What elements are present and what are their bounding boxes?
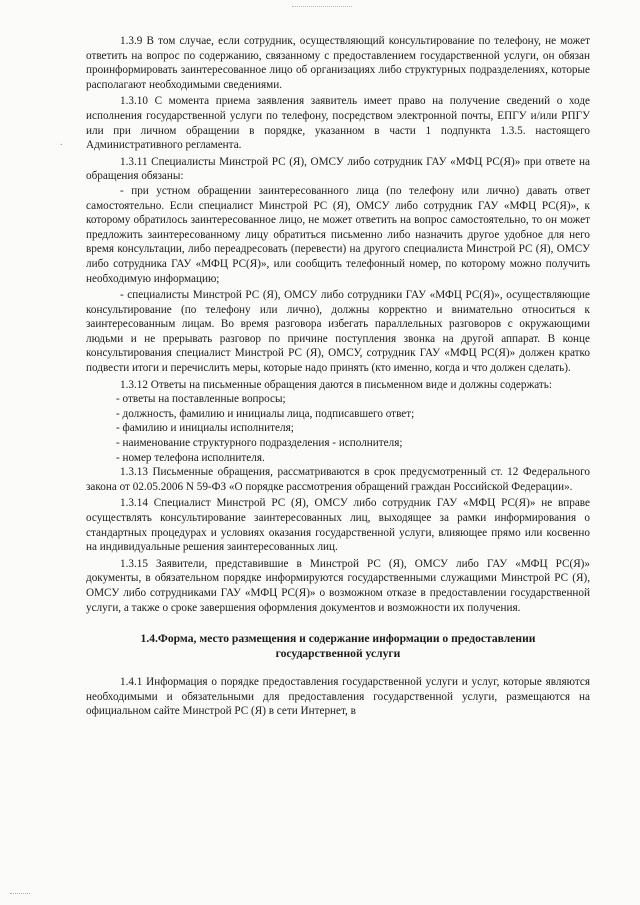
paragraph-1-3-15: 1.3.15 Заявители, представившие в Минстрой РС (Я), ОМСУ либо ГАУ «МФЦ РС(Я)» документы, в обязательном порядке информируются государственными служащими Минстрой РС (Я), ОМСУ либо сотрудниками ГАУ «МФЦ РС(Я)» о возможном отказе в предоставлении государственной услуги, а также о сроке завершения оформления документов и возможности их получения. (86, 557, 590, 614)
scan-artifact (292, 6, 352, 9)
response-requirements-list (86, 392, 590, 465)
list-item: - ответы на поставленные вопросы; (116, 393, 286, 406)
paragraph-1-3-12: 1.3.12 Ответы на письменные обращения даются в письменном виде и должны содержать: (120, 378, 553, 391)
paragraph-1-3-11-oral: - при устном обращении заинтересованного лица (по телефону или лично) давать ответ самостоятельно. Если специалист Минстрой РС (Я), ОМСУ либо сотрудник ГАУ «МФЦ РС(Я)», к которому обратилось заинтересованное лицо, не может ответить на вопрос самостоятельно, то он может предложить заинтересованному лицу обратиться письменно либо назначить другое удобное для него время консультации, либо переадресовать (перевести) на другого специалиста Минстрой РС (Я), ОМСУ либо сотрудника ГАУ «МФЦ РС(Я)», или сообщить телефонный номер, по которому можно получить необходимую информацию; (86, 184, 590, 285)
paragraph-1-3-11-specialists: - специалисты Минстрой РС (Я), ОМСУ либо сотрудники ГАУ «МФЦ РС(Я)», осуществляющие консультирование (по телефону или лично), должны корректно и внимательно относиться к заинтересованным лицам. Во время разговора избегать параллельных разговоров с окружающими людьми и не прерывать разговор по причине поступления звонка на другой аппарат. В конце консультирования специалист Минстрой РС (Я), ОМСУ, сотрудник ГАУ «МФЦ РС(Я)» должен кратко подвести итоги и перечислить меры, которые надо принять (кто именно, когда и что должен сделать). (86, 289, 590, 375)
paragraph-1-3-13: 1.3.13 Письменные обращения, рассматриваются в срок предусмотренный ст. 12 Федерального закона от 02.05.2006 N 59-ФЗ «О порядке рассмотрения обращений граждан Российской Федерации». (86, 466, 590, 493)
list-item: - фамилию и инициалы исполнителя; (116, 422, 294, 435)
list-item: - номер телефона исполнителя. (116, 451, 265, 464)
section-heading-1-4: 1.4.Форма, место размещения и содержание информации о предоставлении государственной услуги (140, 632, 536, 661)
list-item: - наименование структурного подразделения - исполнителя; (116, 437, 403, 450)
paragraph-1-3-9: 1.3.9 В том случае, если сотрудник, осуществляющий консультирование по телефону, не может ответить на вопрос по содержанию, связанному с предоставлением государственной услуги, он обязан проинформировать заинтересованное лицо об организациях либо структурных подразделениях, которые располагают необходимыми сведениями. (86, 35, 590, 91)
paragraph-1-3-11: 1.3.11 Специалисты Минстрой РС (Я), ОМСУ либо сотрудник ГАУ «МФЦ РС(Я)» при ответе на обращения обязаны: (86, 155, 590, 183)
paragraph-1-4-1: 1.4.1 Информация о порядке предоставления государственной услуги и услуг, которые являются необходимыми и обязательными для предоставления государственной услуги, размещаются на официальном сайте Минстрой РС (Я) в сети Интернет, в (86, 676, 590, 718)
list-item: - должность, фамилию и инициалы лица, подписавшего ответ; (116, 407, 415, 420)
paragraph-1-3-14: 1.3.14 Специалист Минстрой РС (Я), ОМСУ либо сотрудник ГАУ «МФЦ РС(Я)» не вправе осуществлять консультирование заинтересованных лиц, выходящее за рамки информирования о стандартных процедурах и условиях оказания государственной услуги, влияющее прямо или косвенно на индивидуальные решения заинтересованных лиц. (86, 497, 590, 554)
scan-artifact (10, 893, 30, 894)
scan-dot: . (60, 137, 63, 148)
paragraph-1-3-10: 1.3.10 С момента приема заявления заявитель имеет право на получение сведений о ходе исполнения государственной услуги по телефону, посредством электронной почты, ЕПГУ и/или РПГУ или при личном обращении в порядке, указанном в части 1 подпункта 1.3.5. настоящего Административного регламента. (86, 95, 590, 152)
